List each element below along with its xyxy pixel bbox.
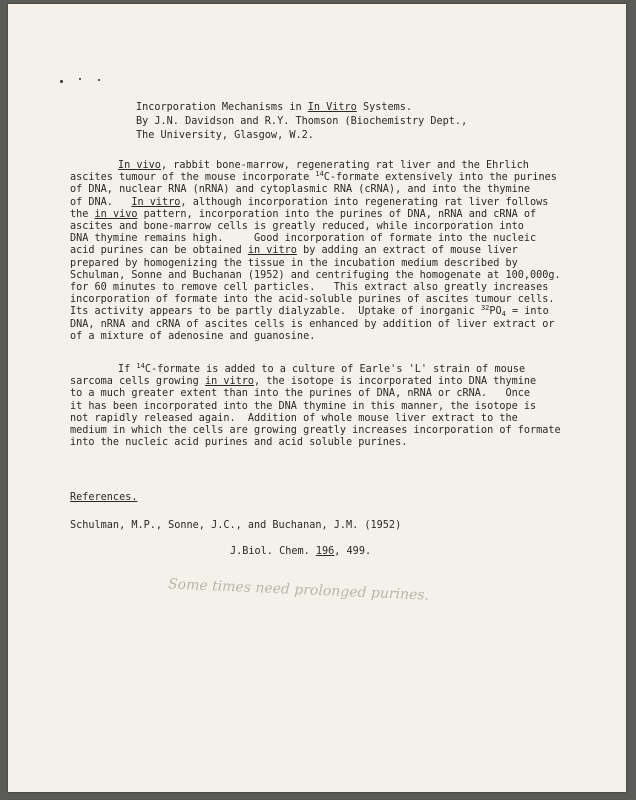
text-line: of DNA, nuclear RNA (nRNA) and cytoplasmic RNA (cRNA), and into the thymine [70,184,531,196]
text-line: ascites tumour of the mouse incorporate $^{14}$C-formate extensively into the purines [70,170,557,184]
document-page [8,4,626,792]
text-line: not rapidly released again. Addition of whole mouse liver extract to the [70,412,518,424]
text-line: DNA, nRNA and cRNA of ascites cells is enhanced by addition of liver extract or [70,318,555,330]
text-line: medium in which the cells are growing greatly increases incorporation of formate [70,425,561,436]
paper-mark [98,79,100,81]
text-line: DNA thymine remains high. Good incorporation of formate into the nucleic [70,233,537,245]
authors-line: By J.N. Davidson and R.Y. Thomson (Biochemistry Dept., [136,116,468,127]
text-line: Schulman, Sonne and Buchanan (1952) and centrifuging the homogenate at 100,000g. [70,269,561,281]
references-heading: References. [70,492,138,503]
text-line: into the nucleic acid purines and acid soluble purines. [70,437,408,449]
handwritten-note: Some times need prolonged purines. [167,576,430,604]
text-line: sarcoma cells growing in vitro, the isotope is incorporated into DNA thymine [70,376,537,388]
text-line: ascites and bone-marrow cells is greatly reduced, while incorporation into [70,221,524,232]
document-title: Incorporation Mechanisms in In Vitro Systems. [136,102,413,113]
reference-line: Schulman, M.P., Sonne, J.C., and Buchanan, J.M. (1952) [70,520,402,531]
text-line: Its activity appears to be partly dialyzable. Uptake of inorganic $^{32}PO_4$ = into [70,304,549,319]
reference-citation: J.Biol. Chem. 196, 499. [230,546,372,557]
text-line: to a much greater extent than into the purines of DNA, nRNA or cRNA. Once [70,388,531,400]
affiliation-line: The University, Glasgow, W.2. [136,130,314,141]
text-line: prepared by homogenizing the tissue in the incubation medium described by [70,257,518,269]
text-line: of DNA. In vitro, although incorporation into regenerating rat liver follows [70,196,549,208]
text-line: it has been incorporated into the DNA thymine in this manner, the isotope is [70,400,537,412]
paper-mark [79,78,81,80]
text-line: incorporation of formate into the acid-soluble purines of ascites tumour cells. [70,294,555,306]
text-line: for 60 minutes to remove cell particles. This extract also greatly increases [70,282,549,293]
paper-mark [60,80,63,83]
text-line: of a mixture of adenosine and guanosine. [70,330,316,342]
text-line: If $^{14}$C-formate is added to a culture of Earle's 'L' strain of mouse [118,362,526,375]
text-line: the in vivo pattern, incorporation into the purines of DNA, nRNA and cRNA of [70,208,537,220]
text-line: In vivo, rabbit bone-marrow, regenerating rat liver and the Ehrlich [118,160,529,171]
text-line: acid purines can be obtained in vitro by adding an extract of mouse liver [70,245,518,257]
